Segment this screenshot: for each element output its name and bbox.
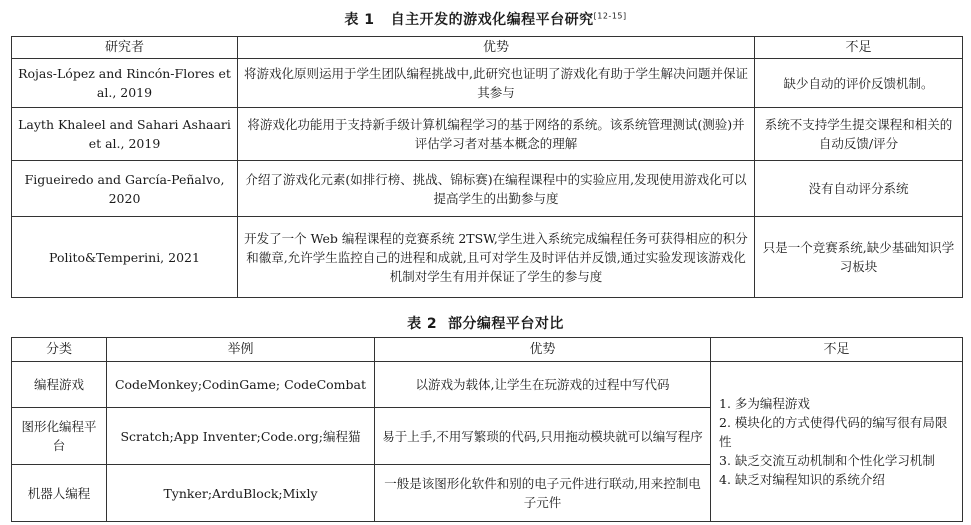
- category-cell: 图形化编程平台: [12, 408, 107, 465]
- shortcoming-item: 4. 缺乏对编程知识的系统介绍: [719, 472, 885, 487]
- table2-header-examples: 举例: [107, 338, 375, 362]
- advantage-cell: 介绍了游戏化元素(如排行榜、挑战、锦标赛)在编程课程中的实验应用,发现使用游戏化可以提高学生的出勤参与度: [238, 161, 755, 217]
- table1-header-researcher: 研究者: [12, 37, 238, 59]
- table-row: [12, 108, 963, 161]
- table2-caption: [0, 313, 971, 333]
- table1-caption: [0, 9, 971, 29]
- examples-cell: CodeMonkey;CodinGame; CodeCombat: [107, 362, 375, 408]
- table1-header-advantage: 优势: [238, 37, 755, 59]
- shortcoming-cell: 系统不支持学生提交课程和相关的自动反馈/评分: [755, 108, 963, 161]
- table1-caption-title: 自主开发的游戏化编程平台研究: [390, 12, 594, 28]
- table2-header-shortcoming: 不足: [711, 338, 963, 362]
- table1-header-row: [12, 37, 963, 59]
- examples-cell: Tynker;ArduBlock;Mixly: [107, 465, 375, 522]
- table2-header-category: 分类: [12, 338, 107, 362]
- researcher-cell: Figueiredo and García-Peñalvo, 2020: [12, 161, 238, 217]
- researcher-cell: Layth Khaleel and Sahari Ashaari et al., 2019: [12, 108, 238, 161]
- shortcoming-item: 3. 缺乏交流互动机制和个性化学习机制: [719, 453, 935, 468]
- advantage-cell: 以游戏为载体,让学生在玩游戏的过程中写代码: [375, 362, 711, 408]
- table2-header-advantage: 优势: [375, 338, 711, 362]
- table-row: [12, 217, 963, 298]
- category-cell: 编程游戏: [12, 362, 107, 408]
- table-row: [12, 59, 963, 108]
- advantage-cell: 一般是该图形化软件和别的电子元件进行联动,用来控制电子元件: [375, 465, 711, 522]
- researcher-cell: Rojas-López and Rincón-Flores et al., 2019: [12, 59, 238, 108]
- table-row: [12, 362, 963, 408]
- advantage-cell: 开发了一个 Web 编程课程的竞赛系统 2TSW,学生进入系统完成编程任务可获得相应的积分和徽章,允许学生监控自己的进程和成就,且可对学生及时评估并反馈,通过实验发现该游戏化机制对学生有用并保证了学生的参与度: [238, 217, 755, 298]
- table2-caption-prefix: 表 2: [407, 316, 438, 332]
- shortcoming-item: 2. 模块化的方式使得代码的编写很有局限性: [719, 415, 948, 449]
- shortcoming-cell: 没有自动评分系统: [755, 161, 963, 217]
- researcher-cell: Polito&Temperini, 2021: [12, 217, 238, 298]
- table2-caption-title: 部分编程平台对比: [447, 316, 564, 332]
- category-cell: 机器人编程: [12, 465, 107, 522]
- advantage-cell: 将游戏化功能用于支持新手级计算机编程学习的基于网络的系统。该系统管理测试(测验)并评估学习者对基本概念的理解: [238, 108, 755, 161]
- shortcoming-item: 1. 多为编程游戏: [719, 396, 810, 411]
- table1-header-shortcoming: 不足: [755, 37, 963, 59]
- examples-cell: Scratch;App Inventer;Code.org;编程猫: [107, 408, 375, 465]
- table-row: [12, 161, 963, 217]
- shortcoming-cell: 缺少自动的评价反馈机制。: [755, 59, 963, 108]
- table1-caption-ref: [12-15]: [593, 11, 627, 21]
- table1-caption-prefix: 表 1: [344, 12, 375, 28]
- advantage-cell: 易于上手,不用写繁琐的代码,只用拖动模块就可以编写程序: [375, 408, 711, 465]
- table2: [11, 337, 963, 522]
- table1: [11, 36, 963, 298]
- shortcomings-cell: [711, 362, 963, 522]
- table2-header-row: [12, 338, 963, 362]
- advantage-cell: 将游戏化原则运用于学生团队编程挑战中,此研究也证明了游戏化有助于学生解决问题并保证其参与: [238, 59, 755, 108]
- shortcoming-cell: 只是一个竞赛系统,缺少基础知识学习板块: [755, 217, 963, 298]
